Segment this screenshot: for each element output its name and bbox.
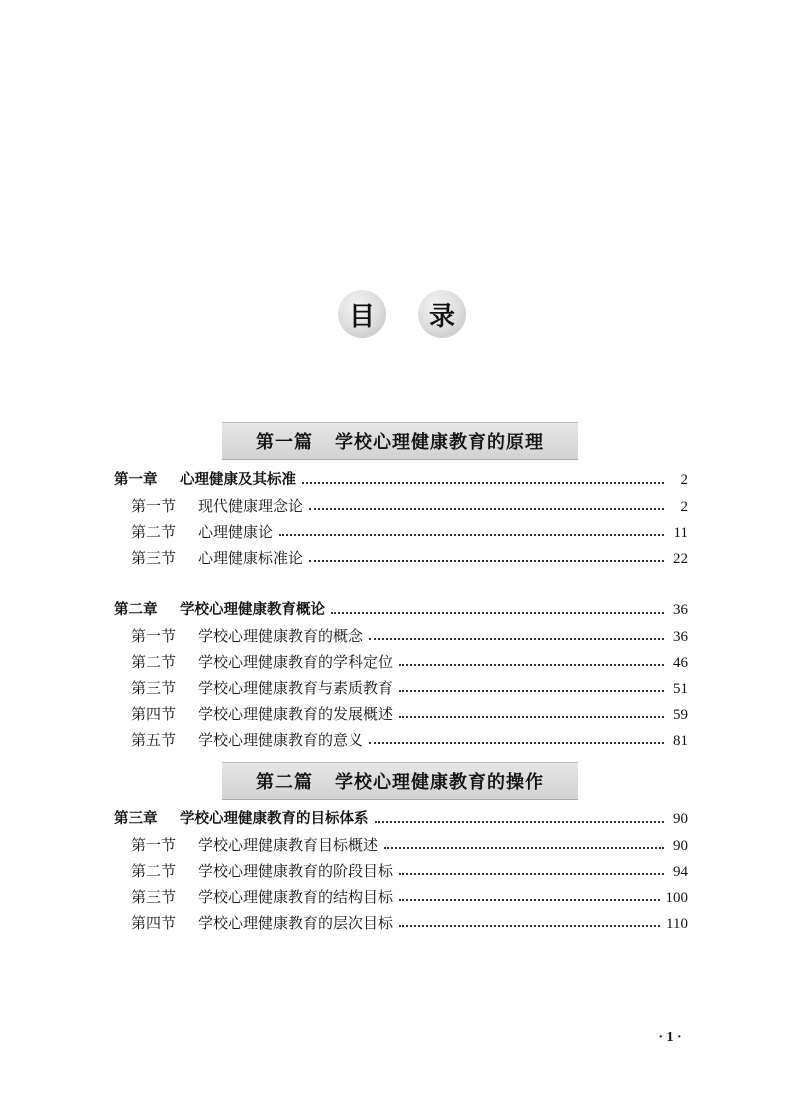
toc-section[interactable] (131, 651, 688, 673)
entry-label: 第一节 (131, 497, 177, 515)
entry-title: 学校心理健康教育的结构目标 (198, 888, 394, 906)
dot-leader (369, 638, 664, 640)
entry-title: 心理健康及其标准 (180, 472, 296, 488)
part-number: 第一篇 (256, 432, 313, 453)
entry-page: 90 (673, 811, 688, 827)
entry-label: 第二节 (131, 653, 177, 671)
entry-label: 第二章 (114, 602, 158, 618)
toc-section[interactable] (131, 860, 688, 882)
entry-page: 2 (680, 472, 688, 488)
dot-leader (399, 873, 664, 875)
entry-page: 100 (665, 890, 688, 906)
entry-page: 2 (680, 499, 688, 515)
toc-section[interactable] (131, 547, 688, 569)
toc-section[interactable] (131, 886, 688, 908)
entry-page: 36 (673, 602, 688, 618)
entry-label: 第一节 (131, 627, 177, 645)
title-char-mu: 目 (338, 290, 386, 338)
entry-page: 22 (673, 551, 688, 567)
entry-label: 第二节 (131, 523, 177, 541)
entry-label: 第三节 (131, 888, 177, 906)
part-number: 第二篇 (256, 772, 313, 793)
toc-section[interactable] (131, 677, 688, 699)
toc-chapter[interactable] (114, 469, 688, 491)
entry-page: 81 (673, 733, 688, 749)
entry-label: 第三节 (131, 549, 177, 567)
entry-label: 第四节 (131, 914, 177, 932)
entry-label: 第一节 (131, 836, 177, 854)
part-title: 学校心理健康教育的原理 (335, 432, 544, 453)
dot-leader (375, 821, 665, 823)
entry-title: 学校心理健康教育的学科定位 (198, 653, 394, 671)
entry-title: 学校心理健康教育的层次目标 (198, 914, 394, 932)
dot-leader (384, 847, 664, 849)
entry-label: 第一章 (114, 472, 158, 488)
toc-section[interactable] (131, 912, 688, 934)
entry-page: 11 (673, 525, 688, 541)
part-banner-1 (222, 422, 578, 460)
page-number: · 1 · (658, 1030, 682, 1045)
toc-chapter[interactable] (114, 808, 688, 830)
entry-title: 学校心理健康教育的目标体系 (180, 811, 369, 827)
entry-title: 学校心理健康教育的意义 (198, 731, 364, 749)
part-title: 学校心理健康教育的操作 (335, 772, 544, 793)
toc-section[interactable] (131, 703, 688, 725)
title-char-lu: 录 (418, 290, 466, 338)
dot-leader (399, 925, 660, 927)
dot-leader (369, 742, 664, 744)
entry-title: 学校心理健康教育与素质教育 (198, 679, 394, 697)
dot-leader (302, 482, 664, 484)
dot-leader (279, 534, 664, 536)
entry-title: 学校心理健康教育的阶段目标 (198, 862, 394, 880)
dot-leader (399, 899, 659, 901)
entry-page: 94 (673, 864, 688, 880)
entry-page: 90 (673, 838, 688, 854)
entry-page: 110 (666, 916, 688, 932)
toc-title (0, 290, 800, 340)
dot-leader (309, 508, 664, 510)
entry-title: 学校心理健康教育概论 (180, 602, 325, 618)
toc-chapter[interactable] (114, 599, 688, 621)
entry-title: 心理健康论 (198, 523, 274, 541)
dot-leader (399, 716, 664, 718)
toc-section[interactable] (131, 495, 688, 517)
dot-leader (399, 690, 664, 692)
entry-title: 学校心理健康教育目标概述 (198, 836, 379, 854)
entry-label: 第四节 (131, 705, 177, 723)
entry-label: 第五节 (131, 731, 177, 749)
dot-leader (399, 664, 664, 666)
toc-section[interactable] (131, 834, 688, 856)
entry-label: 第三章 (114, 811, 158, 827)
entry-page: 59 (673, 707, 688, 723)
entry-title: 学校心理健康教育的概念 (198, 627, 364, 645)
toc-section[interactable] (131, 729, 688, 751)
entry-label: 第三节 (131, 679, 177, 697)
dot-leader (331, 612, 664, 614)
entry-title: 现代健康理念论 (198, 497, 304, 515)
entry-label: 第二节 (131, 862, 177, 880)
toc-section[interactable] (131, 625, 688, 647)
toc-section[interactable] (131, 521, 688, 543)
entry-page: 36 (673, 629, 688, 645)
entry-page: 46 (673, 655, 688, 671)
part-banner-2 (222, 762, 578, 800)
entry-title: 学校心理健康教育的发展概述 (198, 705, 394, 723)
dot-leader (309, 560, 664, 562)
entry-page: 51 (673, 681, 688, 697)
entry-title: 心理健康标准论 (198, 549, 304, 567)
